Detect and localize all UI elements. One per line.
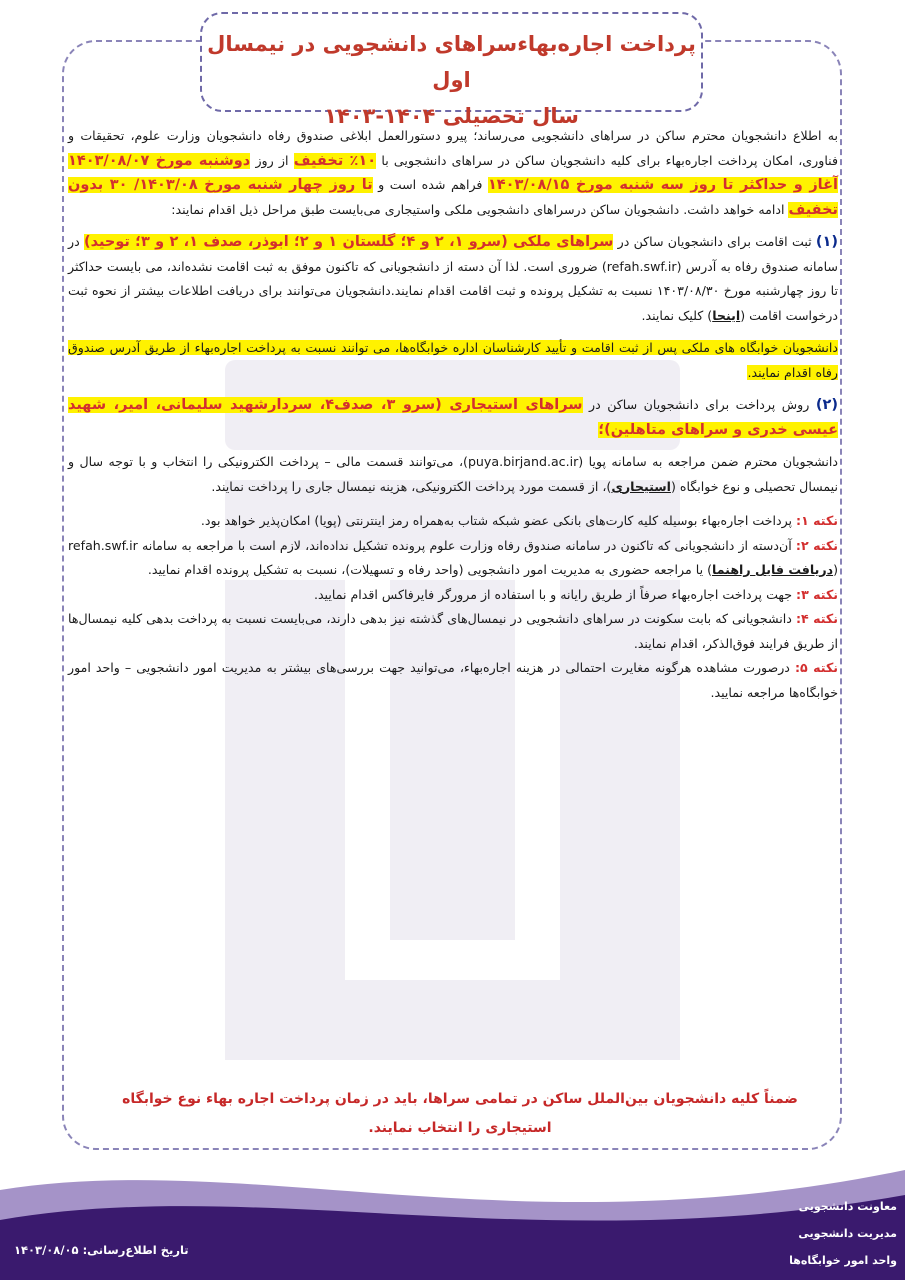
section-1-text-b: در سامانه صندوق رفاه به آدرس (refah.swf.ir) ضروری است. لذا آن دسته از دانشجویانی که تاکنون موفق به ثبت اقامت نشده‌اند، می بایست حداکثر تا روز چهارشنبه مورخ ۱۴۰۳/۰۸/۳۰ نسبت به تشکیل پرونده و ثبت اقامت اقدام نمایند.دانشجویان می‌توانند برای دریافت اطلاعات بیشتر از نحوه ثبت درخواست اقامت ( (68, 234, 838, 323)
signature-block (707, 1193, 897, 1274)
section-1-highlight-paragraph (68, 336, 838, 385)
title-line-2: سال تحصیلی ۱۴۰۴-۱۴۰۳ (324, 104, 579, 128)
note-label: نکته ۲: (795, 537, 839, 553)
section-1-title: سراهای ملکی (سرو ۱، ۲ و ۴؛ گلستان ۱ و ۲؛ ابوذر، صدف ۱، ۲ و ۳؛ توحید) (83, 234, 614, 250)
signature-line-1: معاونت دانشجویی (798, 1200, 897, 1213)
registration-guide-link[interactable]: اینجا (712, 307, 741, 323)
section-1-highlight: دانشجویان خوابگاه های ملکی پس از ثبت اقامت و تأیید کارشناسان اداره خوابگاه‌ها، می توانند نسبت به پرداخت اجاره‌بهاء از طریق آدرس صندوق رفاه اقدام نمایند. (68, 340, 838, 380)
note-item (68, 534, 838, 583)
section-2-title: سراهای استیجاری (سرو ۳، صدف۴، سردارشهید سلیمانی، امیر، شهید عیسی خدری و سراهای متاهلین)؛ (68, 397, 838, 438)
section-2-details (68, 450, 838, 499)
note-label: نکته ۳: (796, 586, 838, 602)
rental-dorm-link[interactable]: استیجاری (611, 478, 671, 494)
section-2-number: (۲) (815, 397, 838, 413)
note-text: پرداخت اجاره‌بهاء بوسیله کلیه کارت‌های بانکی عضو شبکه شتاب به‌همراه رمز اینترنتی (پویا) امکان‌پذیر خواهد بود. (200, 513, 793, 528)
title-line-1: پرداخت اجاره‌بهاءسراهای دانشجویی در نیمسال اول (207, 32, 696, 92)
note-label: نکته ۴: (795, 611, 838, 626)
signature-line-2: مدیریت دانشجویی (798, 1227, 897, 1240)
note-item (68, 509, 838, 534)
section-2-text-c: )، از قسمت مورد پرداخت الکترونیکی، هزینه نیمسال جاری را پرداخت نمایند. (211, 478, 612, 494)
note-text: دانشجویانی که بابت سکونت در سراهای دانشجویی در نیمسال‌های گذشته نیز بدهی دارند، می‌بایست نسبت به پرداخت بدهی کلیه نیمسال‌ها از طریق فرایند فوق‌الذکر، اقدام نمایند. (68, 611, 838, 651)
intro-text-3: فراهم شده است و (378, 177, 483, 192)
note-text-tail: ) یا مراجعه حضوری به مدیریت امور دانشجویی (واحد رفاه و تسهیلات)، نسبت به تشکیل پرونده اقدام نمایید. (147, 562, 712, 577)
note-item (68, 607, 838, 656)
intro-text-1: به اطلاع دانشجویان محترم ساکن در سراهای دانشجویی می‌رساند؛ پیرو دستورالعمل ابلاغی صندوق رفاه دانشجویان وزارت علوم، تحقیقات و فناوری، امکان پرداخت اجاره‌بهاء برای کلیه دانشجویان ساکن در سراهای دانشجویی با (68, 128, 838, 168)
note-label: نکته ۱: (796, 513, 838, 528)
announcement-date: تاریخ اطلاع‌رسانی: ۱۴۰۳/۰۸/۰۵ (14, 1243, 189, 1257)
note-item (68, 656, 838, 705)
note-text: درصورت مشاهده هرگونه مغایرت احتمالی در هزینه اجاره‌بهاء، می‌توانید جهت بررسی‌های بیشتر به مدیریت امور دانشجویی – واحد امور خوابگاه‌ها مراجعه نمایید. (68, 660, 838, 700)
start-date-highlight: دوشنبه مورخ ۱۴۰۳/۰۸/۰۷ آغاز و حداکثر تا روز سه شنبه مورخ ۱۴۰۳/۰۸/۱۵ (68, 152, 838, 193)
note-label: نکته ۵: (794, 660, 838, 675)
section-1-text-c: ) کلیک نمایند. (641, 307, 713, 323)
international-students-notice: ضمناً کلیه دانشجویان بین‌الملل ساکن در تمامی سراها، باید در زمان پرداخت اجاره بهاء نوع خوابگاه استیجاری را انتخاب نمایند. (122, 1091, 798, 1136)
section-2 (68, 393, 838, 442)
note-item (68, 583, 838, 608)
notes-list (68, 509, 838, 705)
section-1-text-a: ثبت اقامت برای دانشجویان ساکن در (617, 234, 812, 249)
signature-line-3: واحد امور خوابگاه‌ها (789, 1254, 897, 1267)
intro-text-4: ادامه خواهد داشت. دانشجویان ساکن درسراهای دانشجویی ملکی واستیجاری می‌بایست طبق مراحل ذیل اقدام نمایند: (171, 201, 785, 217)
intro-text-2: از روز (255, 152, 289, 168)
note-text: آن‌دسته از دانشجویانی که تاکنون در سامانه صندوق رفاه وزارت علوم پرونده تشکیل نداده‌اند، لازم است با مراجعه به سامانه refah.swf.ir ( (68, 537, 838, 577)
section-1 (68, 230, 838, 328)
guide-file-link[interactable]: دریافت فایل راهنما (712, 562, 834, 577)
note-text: جهت پرداخت اجاره‌بهاء صرفاً از طریق رایانه و با استفاده از مرورگر فایرفاکس اقدام نمایید. (313, 586, 793, 602)
section-1-number: (۱) (815, 234, 839, 250)
end-date-highlight: تا روز چهار شنبه مورخ ۱۴۰۳/۰۸/ ۳۰ بدون تخفیف (68, 177, 838, 218)
section-2-text-a: روش پرداخت برای دانشجویان ساکن در (589, 397, 810, 412)
header-title-box (200, 12, 703, 128)
intro-paragraph (68, 124, 838, 222)
section-2-text-b: دانشجویان محترم ضمن مراجعه به سامانه پویا (puya.birjand.ac.ir)، می‌توانند قسمت مالی – پرداخت الکترونیکی را انتخاب و با توجه سال و نیمسال تحصیلی و نوع خوابگاه ( (68, 454, 839, 494)
discount-highlight: ۱۰٪ تخفیف (293, 152, 377, 169)
announcement-body (68, 124, 838, 705)
